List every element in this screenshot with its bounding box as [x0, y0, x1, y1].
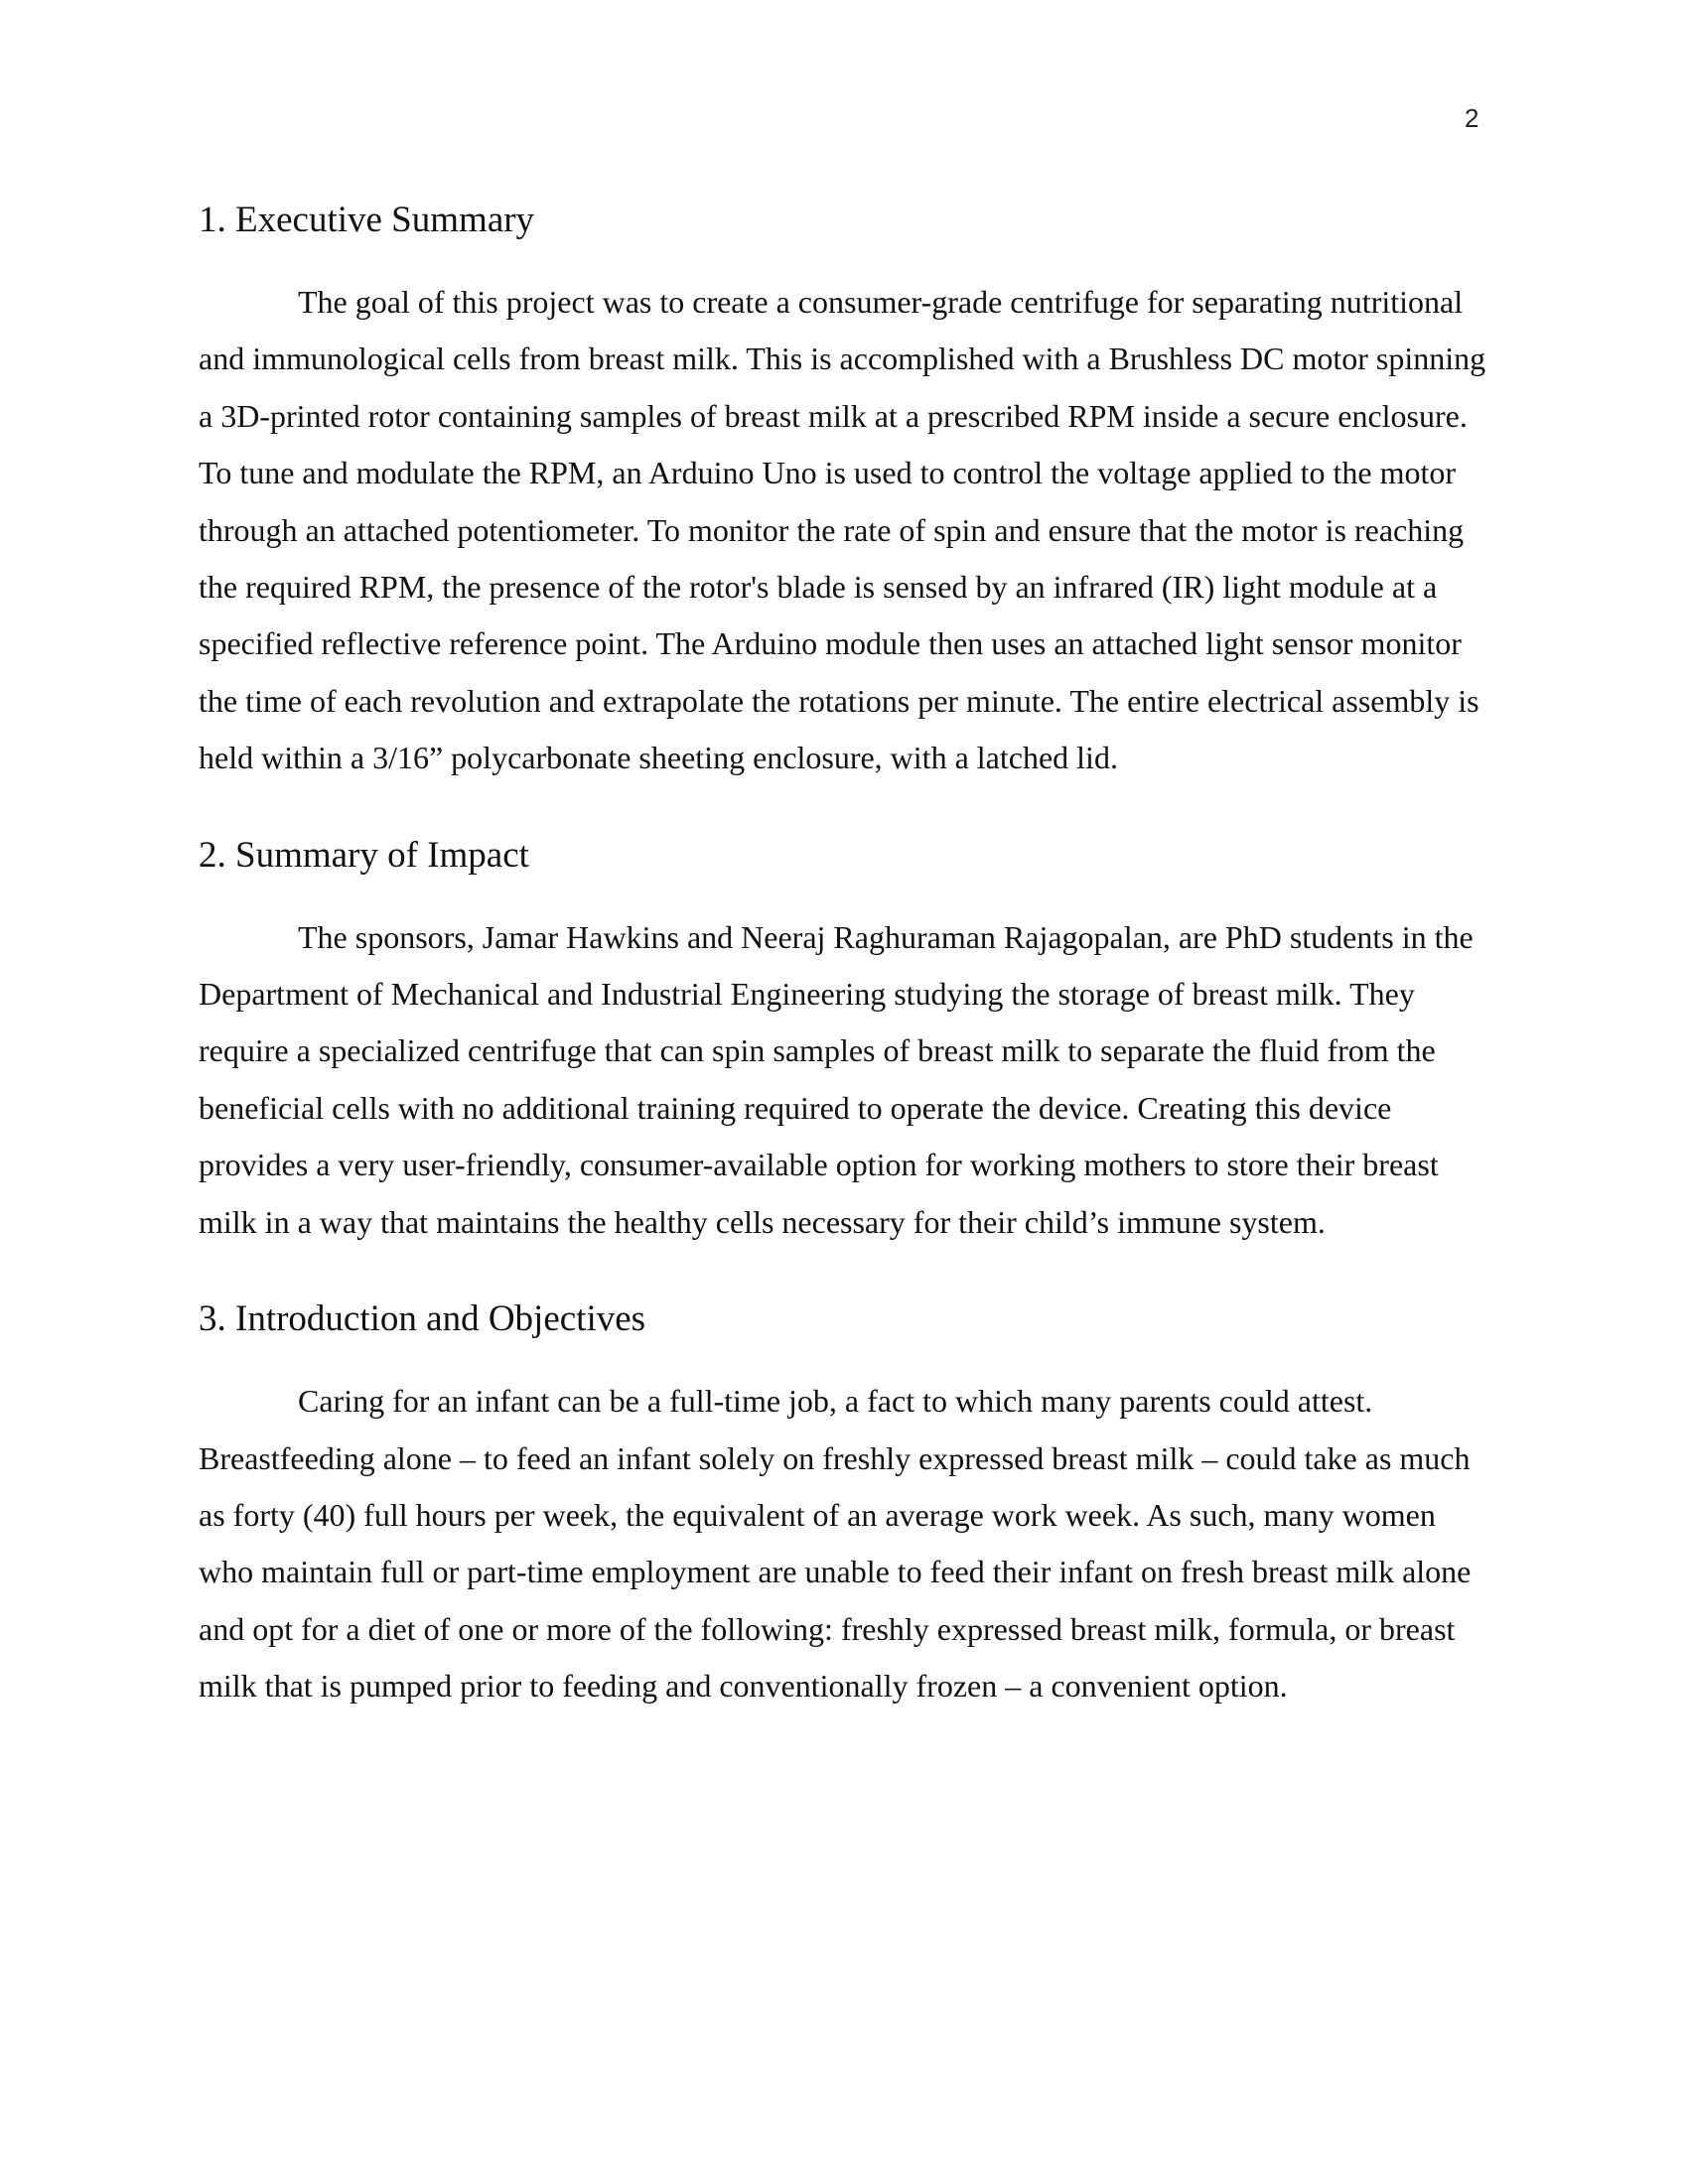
section-executive-summary: [199, 199, 1489, 787]
section-paragraph: Caring for an infant can be a full-time job, a fact to which many parents could attest. Breastfeeding alone – to feed an infant solely on freshly expressed breast milk – could take as much as forty (40) full hours per week, the equivalent of an average work week. As such, many women who maintain full or part-time employment are unable to feed their infant on fresh breast milk alone and opt for a diet of one or more of the following: freshly expressed breast milk, formula, or breast milk that is pumped prior to feeding and conventionally frozen – a convenient option.: [199, 1383, 1472, 1705]
section-heading: 1. Executive Summary: [199, 200, 535, 240]
section-paragraph: The goal of this project was to create a consumer-grade centrifuge for separating nutritional and immunological cells from breast milk. This is accomplished with a Brushless DC motor spinning a 3D-printed rotor containing samples of breast milk at a prescribed RPM inside a secure enclosure. To tune and modulate the RPM, an Arduino Uno is used to control the voltage applied to the motor through an attached potentiometer. To monitor the rate of spin and ensure that the motor is reaching the required RPM, the presence of the rotor's blade is sensed by an infrared (IR) light module at a specified reflective reference point. The Arduino module then uses an attached light sensor monitor the time of each revolution and extrapolate the rotations per minute. The entire electrical assembly is held within a 3/16” polycarbonate sheeting enclosure, with a latched lid.: [199, 284, 1486, 776]
page-number: 2: [1465, 103, 1479, 133]
section-heading: 2. Summary of Impact: [199, 834, 529, 876]
section-summary-of-impact: [199, 834, 1489, 1251]
document-body: [199, 199, 1489, 1715]
section-paragraph: The sponsors, Jamar Hawkins and Neeraj Raghuraman Rajagopalan, are PhD students in the Department of Mechanical and Industrial Engineering studying the storage of breast milk. They require a specialized centrifuge that can spin samples of breast milk to separate the fluid from the beneficial cells with no additional training required to operate the device. Creating this device provides a very user-friendly, consumer-available option for working mothers to store their breast milk in a way that maintains the healthy cells necessary for their child’s immune system.: [199, 918, 1474, 1240]
section-introduction-and-objectives: [199, 1297, 1489, 1714]
section-heading: 3. Introduction and Objectives: [199, 1298, 646, 1340]
